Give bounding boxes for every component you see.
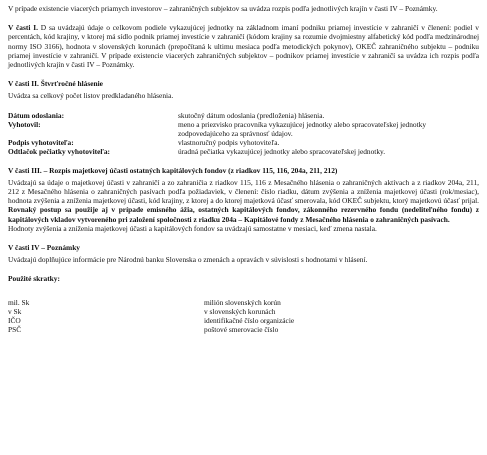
part-3-section — [8, 166, 479, 233]
part-3-note: Hodnoty zvýšenia a zníženia majetkovej účasti a kapitálových fondov sa uvádzajú samostatne v mesiaci, keď zmena nastala. — [8, 223, 377, 233]
abbreviation-meaning: milión slovenských korún — [204, 297, 281, 307]
part-2-heading: V časti II. Štvrťročné hlásenie — [8, 79, 103, 89]
abbreviation-row — [8, 325, 294, 334]
part-1-lead: V časti I. — [8, 23, 38, 33]
definition-text: meno a priezvisko pracovníka vykazujúcej jednotky alebo spracovateľskej jednotky zodpovedajúceho za správnosť údajov. — [178, 119, 427, 139]
part-3-bold-text: Rovnaký postup sa použije aj v prípade emisného ážia, ostatných kapitálových fondov, zákonného rezervného fondu (nedeliteľného fondu) z kapitálových vkladov vytvoreného pri založení spoločnosti z riadku 204a – Kapitálové fondy z Mesačného hlásenia o zahraničných pasívach. — [8, 205, 479, 224]
definition-text: skutočný dátum odoslania (predloženia) hlásenia. — [178, 110, 325, 120]
part-4-section — [8, 243, 479, 264]
definition-row — [8, 147, 479, 156]
abbreviations-heading: Použité skratky: — [8, 274, 60, 284]
part-3-heading: V časti III. – Rozpis majetkovej účasti ostatných kapitálových fondov (z riadkov 115, 116, 204a, 211, 212) — [8, 165, 338, 175]
abbreviation: v Sk — [8, 306, 22, 316]
part-4-heading: V časti IV – Poznámky — [8, 243, 80, 253]
abbreviation-row — [8, 307, 294, 316]
abbreviation-row — [8, 316, 294, 325]
definition-text: vlastnoručný podpis vyhotoviteľa. — [178, 138, 280, 148]
definition-text: úradná pečiatka vykazujúcej jednotky alebo spracovateľskej jednotky. — [178, 147, 386, 157]
part-3-paragraph — [8, 178, 479, 224]
part-2-section — [8, 79, 479, 100]
definition-term: Vyhotovil: — [8, 119, 41, 129]
abbreviation-meaning: v slovenských korunách — [204, 306, 276, 316]
abbreviation-meaning: poštové smerovacie číslo — [204, 325, 279, 335]
part-2-text: Uvádza sa celkový počet listov predkladaného hlásenia. — [8, 91, 174, 101]
definition-row — [8, 138, 479, 147]
abbreviations-section — [8, 274, 479, 334]
part-1-paragraph — [8, 23, 479, 69]
intro-paragraph: V prípade existencie viacerých priamych investorov – zahraničných subjektov sa uvádza rozpis podľa jednotlivých krajín v časti IV – Poznámky. — [8, 4, 438, 13]
part-1-text: D sa uvádzajú údaje o celkovom podiele vykazujúcej jednotky na základnom imaní podniku priamej investície v zahraničí v členení: podiel v percentách, kód krajiny, v ktorej má sídlo podnik priamej investície v zahraničí (kódom krajiny sa rozumie dvojmiestny alfabetický kód podľa medzinárodnej normy ISO 3166), hodnota v slovenských korunách (prepočítaná k ultimu mesiaca podľa metodických pokynov), OKEČ zahraničného subjektu – podniku priamej investície v zahraničí. V prípade existencie viacerých zahraničných subjektov – podnikov priamej investície v zahraničí sa uvádza ich rozpis podľa jednotlivých krajín v časti IV – Poznámky. — [8, 23, 479, 70]
part-3-text: Uvádzajú sa údaje o majetkovej účasti v zahraničí a zo zahraničia z riadkov 115, 116 z Mesačného hlásenia o zahraničných aktívach a z riadkov 204a, 211, 212 z Mesačného hlásenia o zahraničných pasívach podľa požiadaviek, v členení: číslo riadku, dátum zvýšenia a zníženia majetkovej účasti (rok/mesiac), hodnota zvýšenia a zníženia majetkovej účasti, kód krajiny, z ktorej a do ktorej majetková účasť smerovala, kód OKEČ subjektu, ktorý majetkovú účasť prijal. — [8, 177, 479, 206]
abbreviation-meaning: identifikačné číslo organizácie — [204, 316, 295, 326]
abbreviations-table — [8, 298, 294, 335]
definition-row — [8, 111, 479, 120]
definition-term: Odtlačok pečiatky vyhotoviteľa: — [8, 147, 111, 157]
definitions-table — [8, 111, 479, 157]
definition-row — [8, 120, 479, 138]
abbreviation: PSČ — [8, 325, 22, 335]
abbreviation: IČO — [8, 316, 21, 326]
definition-term: Podpis vyhotoviteľa: — [8, 138, 74, 148]
abbreviation-row — [8, 298, 294, 307]
part-4-text: Uvádzajú doplňujúce informácie pre Národnú banku Slovenska o zmenách a opravách v súvislosti s hodnotami v hlásení. — [8, 255, 368, 265]
abbreviation: mil. Sk — [8, 297, 30, 307]
definition-term: Dátum odoslania: — [8, 110, 65, 120]
